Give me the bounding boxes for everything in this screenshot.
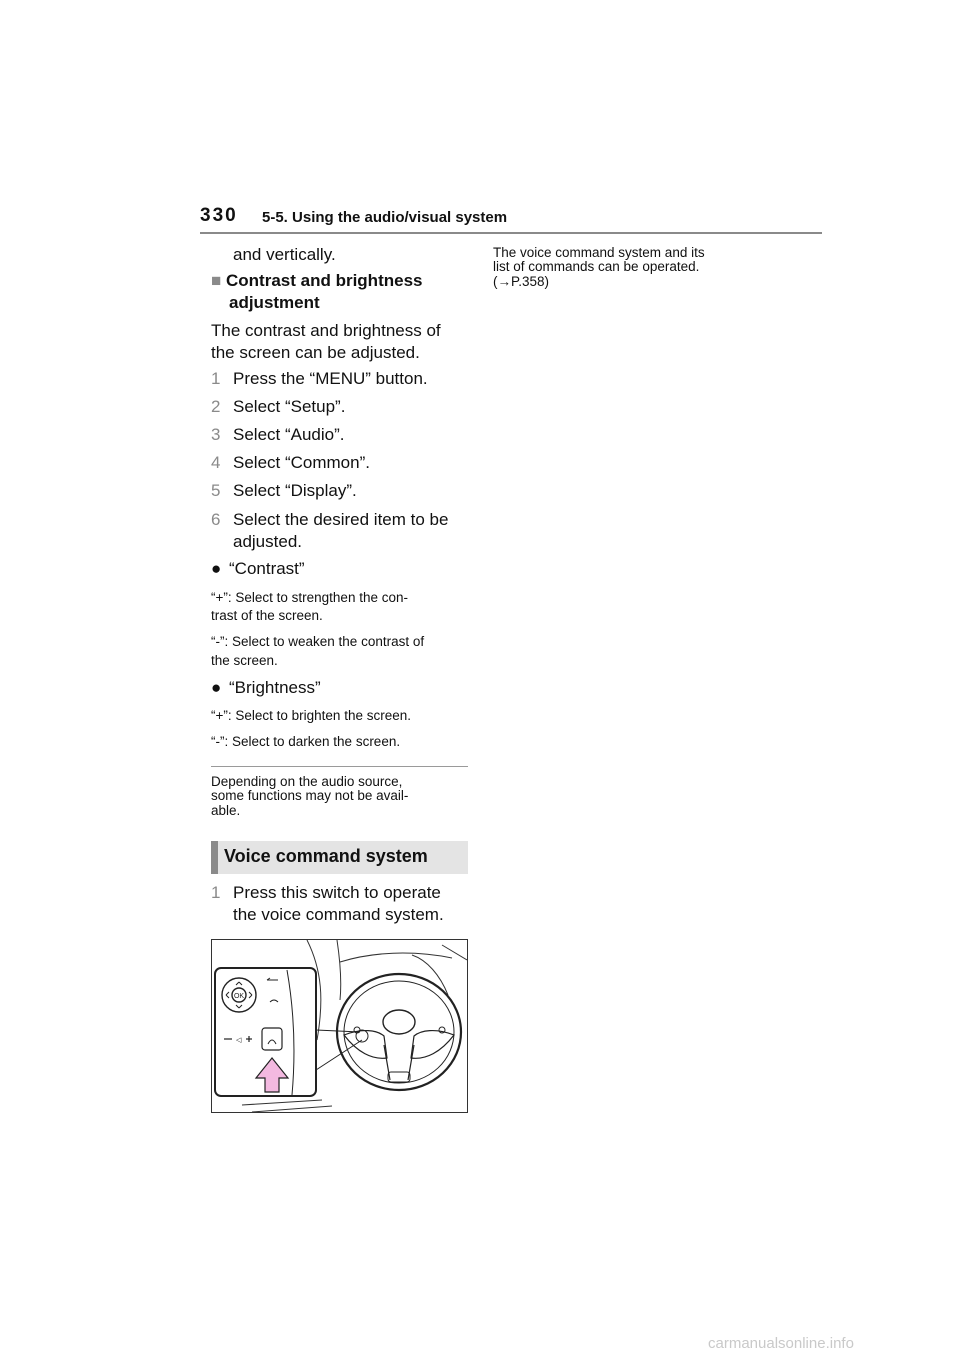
contrast-minus-line-1: “-”: Select to weaken the contrast of	[211, 634, 425, 649]
page-reference-link[interactable]: (→P.358)	[493, 274, 550, 289]
step-3	[211, 424, 345, 446]
step-text: Select “Display”.	[233, 481, 357, 500]
section-heading-bar	[211, 841, 468, 874]
step-5	[211, 480, 357, 502]
intro-line-2: the screen can be adjusted.	[211, 343, 420, 362]
step-number: 6	[211, 510, 221, 529]
brightness-minus-line: “-”: Select to darken the screen.	[211, 734, 401, 749]
step-number: 3	[211, 425, 221, 444]
subsection-heading	[211, 270, 422, 292]
watermark: carmanualsonline.info	[708, 1335, 854, 1352]
switch-inset	[215, 968, 316, 1096]
bullet-label: “Brightness”	[229, 678, 321, 697]
contrast-plus-line-2: trast of the screen.	[211, 608, 323, 623]
section-accent	[211, 841, 218, 874]
bullet-dot-icon: ●	[211, 559, 222, 578]
step-text: Press this switch to operate	[233, 883, 441, 902]
bullet-contrast	[211, 558, 305, 580]
note-line-3: able.	[211, 803, 241, 818]
step-number: 2	[211, 397, 221, 416]
step-4	[211, 452, 370, 474]
bullet-dot-icon: ●	[211, 678, 222, 697]
step-text: Select the desired item to be	[233, 510, 449, 529]
steering-wheel-illustration	[211, 939, 468, 1113]
header-divider	[200, 232, 822, 234]
step-text: Select “Audio”.	[233, 425, 345, 444]
right-line-1: The voice command system and its	[493, 245, 705, 260]
section-heading: Voice command system	[224, 846, 428, 866]
step-number: 4	[211, 453, 221, 472]
contrast-plus-line-1: “+”: Select to strengthen the con-	[211, 590, 408, 605]
step-number: 1	[211, 369, 221, 388]
heading-line-1: Contrast and brightness	[226, 271, 423, 290]
step-number: 5	[211, 481, 221, 500]
step-text: Select “Common”.	[233, 453, 370, 472]
step-1	[211, 368, 428, 390]
note-line-2: some functions may not be avail-	[211, 788, 409, 803]
step-2	[211, 396, 345, 418]
step-6	[211, 509, 448, 531]
steering-wheel-diagram	[212, 940, 468, 1113]
step-text: Select “Setup”.	[233, 397, 346, 416]
right-line-2: list of commands can be operated.	[493, 259, 700, 274]
bullet-label: “Contrast”	[229, 559, 305, 578]
voice-step-continuation: the voice command system.	[233, 905, 444, 924]
step-text: Press the “MENU” button.	[233, 369, 428, 388]
bullet-brightness	[211, 677, 321, 699]
square-marker-icon: ■	[211, 271, 222, 290]
volume-icon: ◁	[236, 1037, 242, 1044]
step-number: 1	[211, 883, 221, 902]
heading-line-2: adjustment	[229, 293, 320, 312]
contrast-minus-line-2: the screen.	[211, 653, 278, 668]
intro-line-1: The contrast and brightness of	[211, 321, 441, 340]
section-title: 5-5. Using the audio/visual system	[262, 209, 508, 226]
note-line-1: Depending on the audio source,	[211, 774, 403, 789]
ok-button-label: OK	[233, 993, 245, 1000]
continuation-text: and vertically.	[233, 245, 336, 264]
voice-step-1	[211, 882, 441, 904]
brightness-plus-line: “+”: Select to brighten the screen.	[211, 708, 411, 723]
page-number: 330	[200, 205, 238, 226]
note-divider	[211, 766, 468, 767]
step-6-continuation: adjusted.	[233, 532, 302, 551]
